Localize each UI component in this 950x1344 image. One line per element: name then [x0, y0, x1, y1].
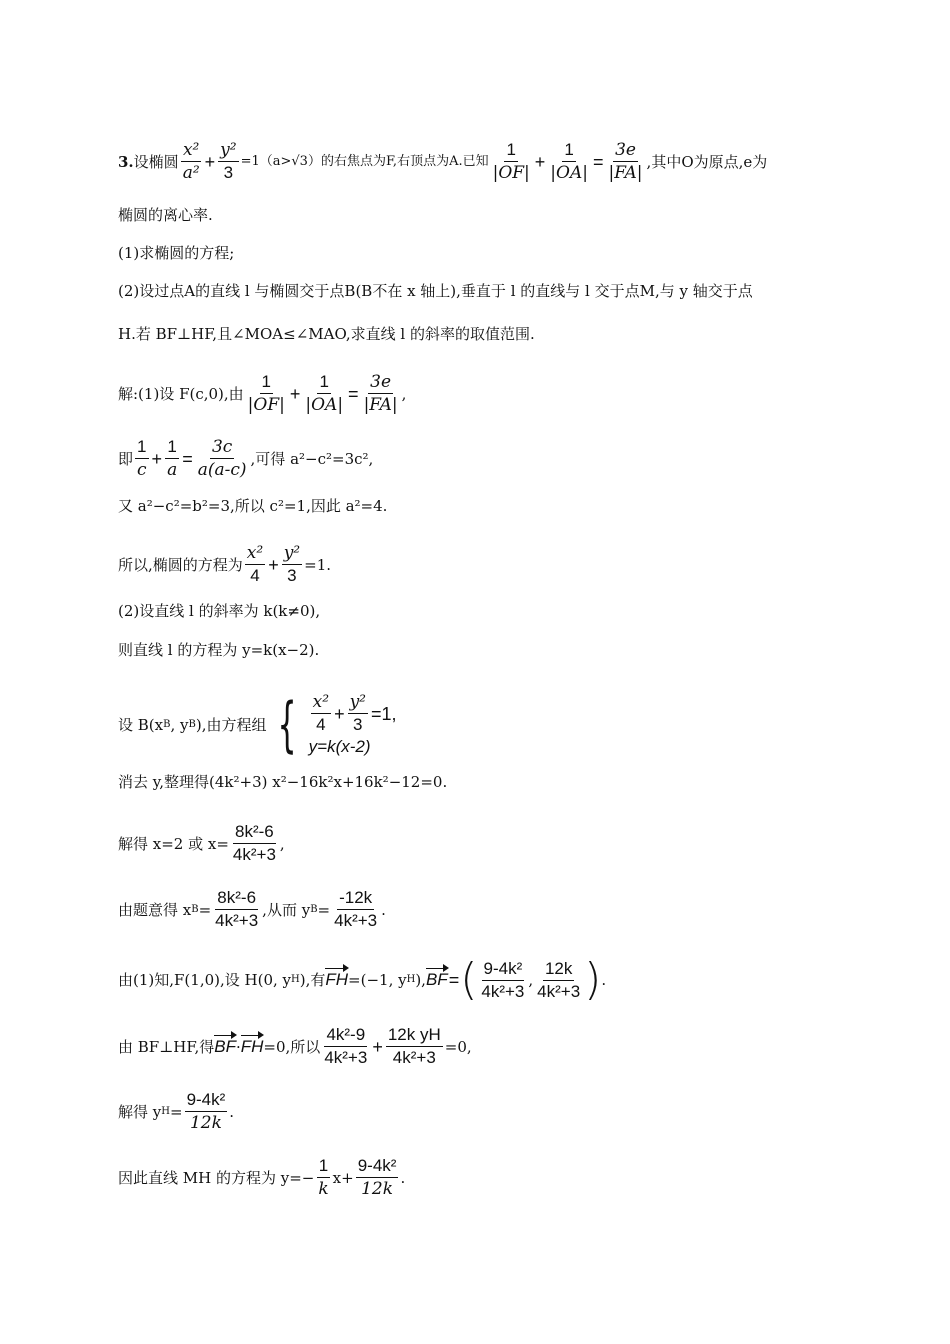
solution-line-14: [118, 1156, 850, 1199]
comma: ,: [528, 971, 534, 989]
text: 设椭圆: [133, 152, 179, 171]
text: =1.: [304, 555, 332, 574]
fraction: [165, 437, 179, 480]
solution-line-10: [118, 888, 850, 931]
text: x+: [332, 1168, 354, 1187]
den: c: [137, 460, 147, 480]
text: =1（a>√3）的右焦点为F,右顶点为A.已知: [240, 153, 489, 169]
fraction-y2-3: [218, 140, 238, 183]
text: , y: [170, 715, 189, 734]
fraction-1-OA: [548, 140, 590, 183]
den: |FA|: [608, 163, 643, 183]
fraction: [246, 372, 287, 415]
text: =1,: [371, 703, 397, 724]
problem-line-2: 椭圆的离心率.: [118, 206, 213, 224]
den: 12k: [361, 1179, 394, 1199]
solution-line-4: [118, 543, 850, 586]
plus: +: [334, 703, 345, 724]
equals: =: [348, 383, 359, 404]
den: 4k²+3: [537, 981, 581, 1001]
paren: (: [460, 954, 478, 1005]
fraction-1-OF: [491, 140, 532, 183]
plus: +: [268, 554, 279, 575]
fraction: [196, 437, 249, 480]
text: 设 B(x: [118, 715, 164, 734]
fraction: [303, 372, 345, 415]
solution-line-13: [118, 1090, 850, 1133]
den: 3: [287, 566, 297, 585]
fraction: [535, 959, 582, 1002]
vector-BF: BF: [214, 1036, 236, 1056]
den: |OF|: [492, 163, 530, 183]
den: 4k²+3: [215, 911, 259, 930]
solution-line-9: [118, 822, 850, 865]
num: 1: [317, 1156, 330, 1178]
text: 即: [118, 449, 134, 468]
num: 12k yH: [386, 1025, 443, 1047]
den: |OA|: [305, 395, 344, 415]
sub: B: [310, 903, 318, 915]
fraction: [356, 1156, 399, 1199]
den: 4k²+3: [481, 981, 525, 1001]
den: |FA|: [363, 395, 398, 415]
plus: +: [151, 448, 163, 469]
question-1: (1)求椭圆的方程;: [118, 244, 235, 262]
fraction: [135, 437, 149, 480]
num: x²: [182, 140, 200, 160]
sub: H: [161, 1105, 170, 1117]
rows: [309, 692, 398, 757]
den: k: [318, 1179, 329, 1199]
text: =0,: [444, 1037, 472, 1056]
fraction-x2-a2: [181, 140, 202, 183]
den: 3: [353, 715, 363, 734]
fraction: [322, 1025, 369, 1068]
fraction: [282, 543, 302, 586]
den: 4k²+3: [232, 845, 276, 864]
fraction: [386, 1025, 443, 1068]
fraction: [311, 692, 331, 735]
fraction: [479, 959, 526, 1002]
text: 由(1)知,F(1,0),设 H(0, y: [118, 971, 292, 989]
question-2a: (2)设过点A的直线 l 与椭圆交于点B(B不在 x 轴上),垂直于 l 的直线与 l 交于点M,与 y 轴交于点: [118, 282, 753, 300]
vector-BF: BF: [425, 970, 448, 989]
equation-system: [268, 689, 397, 760]
den: 4k²+3: [392, 1048, 436, 1067]
text: =: [169, 1102, 183, 1121]
equals: =: [448, 970, 460, 990]
num: 12k: [543, 959, 574, 981]
num: 9-4k²: [356, 1156, 399, 1178]
num: 1: [135, 437, 148, 459]
solution-line-1: [118, 372, 850, 415]
den: 4: [250, 566, 260, 585]
den: |OF|: [247, 395, 285, 415]
vector-FH: FH: [325, 970, 349, 989]
solution-line-12: [118, 1025, 850, 1068]
num: 3c: [211, 437, 233, 457]
fraction: [231, 822, 278, 865]
text: 所以,椭圆的方程为: [118, 555, 243, 574]
text: =: [198, 900, 212, 919]
comma: ,: [279, 834, 285, 853]
problem-number: 3.: [118, 152, 134, 171]
plus: +: [534, 151, 546, 172]
solution-line-7: [118, 689, 850, 760]
num: x²: [246, 543, 264, 563]
text: =0,所以: [263, 1037, 321, 1056]
period: .: [400, 1168, 406, 1187]
text: ,从而 y: [262, 900, 311, 919]
solution-line-11: [118, 954, 850, 1005]
den: a(a-c): [197, 460, 247, 480]
plus: +: [372, 1036, 383, 1057]
num: 4k²-9: [324, 1025, 367, 1047]
text: 由 BF⊥HF,得: [118, 1037, 215, 1056]
comma: ,: [401, 384, 407, 403]
plus: +: [289, 383, 301, 404]
num: 3e: [615, 140, 636, 160]
period: .: [601, 971, 607, 989]
vector-FH: FH: [240, 1036, 264, 1056]
sub: H: [406, 974, 416, 985]
sub: B: [163, 718, 171, 730]
text: ,其中O为原点,e为: [646, 152, 768, 171]
num: 1: [504, 140, 517, 162]
num: y²: [283, 543, 301, 563]
den: 4k²+3: [334, 911, 378, 930]
text: 解得 x=2 或 x=: [118, 834, 229, 853]
num: y²: [349, 692, 366, 712]
solution-line-3: 又 a²−c²=b²=3,所以 c²=1,因此 a²=4.: [118, 497, 388, 515]
num: 8k²-6: [233, 822, 276, 844]
text: =(−1, y: [348, 971, 407, 989]
num: 1: [317, 372, 330, 394]
num: 3e: [370, 372, 392, 392]
sub: H: [291, 974, 300, 985]
text: 由题意得 x: [118, 900, 192, 919]
equals: =: [182, 448, 193, 469]
row: [309, 692, 398, 735]
row: y=k(x-2): [308, 737, 371, 756]
num: 9-4k²: [482, 959, 525, 981]
den: 4k²+3: [324, 1048, 368, 1067]
text: ),有: [299, 971, 326, 989]
num: 9-4k²: [185, 1090, 228, 1112]
solution-line-6: 则直线 l 的方程为 y=k(x−2).: [118, 641, 320, 659]
num: 1: [562, 140, 575, 162]
fraction: [245, 543, 265, 586]
fraction: [213, 888, 260, 931]
den: a²: [182, 163, 200, 183]
fraction: [348, 692, 368, 735]
den: 4: [316, 715, 326, 734]
den: |OA|: [550, 163, 588, 183]
text: 解得 y: [118, 1102, 162, 1121]
problem-line-1: [118, 140, 850, 183]
fraction: [332, 888, 379, 931]
fraction: [316, 1156, 330, 1199]
den: 3: [223, 163, 234, 182]
text: 解:(1)设 F(c,0),由: [118, 384, 244, 403]
equals: =: [592, 151, 604, 172]
paren: ): [584, 954, 602, 1005]
num: y²: [220, 140, 237, 160]
brace: {: [278, 689, 298, 760]
period: .: [229, 1102, 235, 1121]
text: ),: [415, 971, 426, 989]
period: .: [381, 900, 386, 919]
plus: +: [204, 151, 216, 172]
text: ,可得 a²−c²=3c²,: [250, 449, 374, 468]
num: x²: [312, 692, 330, 712]
fraction: [185, 1090, 228, 1133]
num: 1: [260, 372, 273, 394]
fraction: [362, 372, 400, 415]
text: =: [317, 900, 331, 919]
dot: ·: [235, 1037, 241, 1056]
den: 12k: [189, 1113, 222, 1133]
solution-line-2: [118, 437, 850, 480]
question-2b: H.若 BF⊥HF,且∠MOA≤∠MAO,求直线 l 的斜率的取值范围.: [118, 325, 535, 343]
num: 1: [165, 437, 178, 459]
sub: B: [191, 903, 199, 915]
text: 因此直线 MH 的方程为 y=−: [118, 1168, 315, 1187]
fraction-3e-FA: [606, 140, 644, 183]
num: -12k: [337, 888, 374, 910]
den: a: [167, 460, 178, 480]
num: 8k²-6: [215, 888, 258, 910]
sub: B: [188, 718, 196, 730]
solution-line-5: (2)设直线 l 的斜率为 k(k≠0),: [118, 602, 321, 620]
text: ),由方程组: [195, 715, 267, 734]
solution-line-8: 消去 y,整理得(4k²+3) x²−16k²x+16k²−12=0.: [118, 773, 448, 791]
